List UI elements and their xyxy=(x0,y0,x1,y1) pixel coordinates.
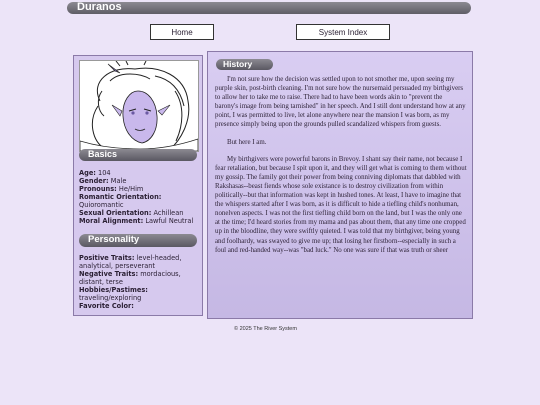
sexual-value: Achillean xyxy=(153,209,184,217)
hobbies-label: Hobbies/Pastimes: xyxy=(79,286,148,294)
profile-sidebar xyxy=(73,55,203,316)
history-panel[interactable] xyxy=(207,51,473,319)
history-paragraph: I'm not sure how the decision was settled upon to not smother me, upon seeing my purple skin, post-birth cleaning. I'm not sure how the nursemaid persuaded my birthgivers to allow her to take me to raise. There had to have been words akin to "prevent the barony's image from being tarnished" in her speech. And I still dont understand how at any point, I was permitted to live, let alone anywhere near the mansion I was born, as my presence simply being upon the grounds pulled scandalized whispers from guests. xyxy=(215,76,466,129)
hobbies-value: traveling/exploring xyxy=(79,294,142,303)
hobbies-row xyxy=(79,286,201,303)
negative-traits-label: Negative Traits: xyxy=(79,270,139,278)
basics-heading-label: Basics xyxy=(88,149,118,159)
system-index-button[interactable]: System Index xyxy=(296,24,390,40)
character-portrait xyxy=(79,60,199,152)
history-heading-label: History xyxy=(223,59,253,69)
negative-traits-row xyxy=(79,270,201,287)
pronouns-value: He/Him xyxy=(118,185,144,193)
sexual-label: Sexual Orientation: xyxy=(79,209,152,217)
moral-row xyxy=(79,217,201,225)
romantic-row xyxy=(79,193,201,210)
history-heading xyxy=(216,59,273,70)
personality-heading xyxy=(79,234,197,247)
pronouns-label: Pronouns: xyxy=(79,185,117,193)
footer-copyright: © 2025 The River System xyxy=(234,326,297,332)
moral-value: Lawful Neutral xyxy=(145,217,194,225)
romantic-value: Quioromantic xyxy=(79,201,124,210)
romantic-label: Romantic Orientation: xyxy=(79,193,162,201)
positive-traits-row xyxy=(79,254,201,271)
age-value: 104 xyxy=(98,169,111,177)
favorite-color-row xyxy=(79,302,201,310)
moral-label: Moral Alignment: xyxy=(79,217,144,225)
portrait-drawing xyxy=(80,61,198,151)
gender-label: Gender: xyxy=(79,177,109,185)
site-title: Duranos xyxy=(77,1,122,13)
history-paragraph: But here I am. xyxy=(227,138,267,146)
home-button[interactable]: Home xyxy=(150,24,214,40)
history-paragraph: My birthgivers were powerful barons in Brevoy. I shant say their name, not because I fear retaliation, but because I spit upon it, and they will get what is coming to them without my gossip. The family got their power from being conniving diplomats that dabbled with Rakshasas--beast fiends whose sole existance is to destroy civilization from within politically--but that information was kept in hushed tones. At least, I have to imagine that the whispers started after I was born, as it is difficult to hide a tiefling child's nonhuman, nonelven aspects. I was not the first tiefling child born on the land, but I was the only one at the time; I'd heard stories from my mama and pas about them, that any time one cropped up in the bloodline, they were swiftly quieted. I was told that my birthgiver, being young and foolhardy, was swayed to give me up; that losing her firstborn--especially in such a foul and red-handed way--was "bad luck." No one was sure if that was truth or sheer xyxy=(215,155,467,254)
gender-value: Male xyxy=(110,177,127,185)
age-label: Age: xyxy=(79,169,96,177)
basics-heading xyxy=(79,149,197,161)
personality-heading-label: Personality xyxy=(88,234,140,245)
negative-traits-value: mordacious, distant, terse xyxy=(79,270,181,287)
favorite-color-label: Favorite Color: xyxy=(79,302,134,310)
positive-traits-value: level-headed, analytical, perseverant xyxy=(79,254,182,271)
positive-traits-label: Positive Traits: xyxy=(79,254,135,262)
history-text xyxy=(215,75,467,263)
site-title-bar xyxy=(67,2,471,14)
